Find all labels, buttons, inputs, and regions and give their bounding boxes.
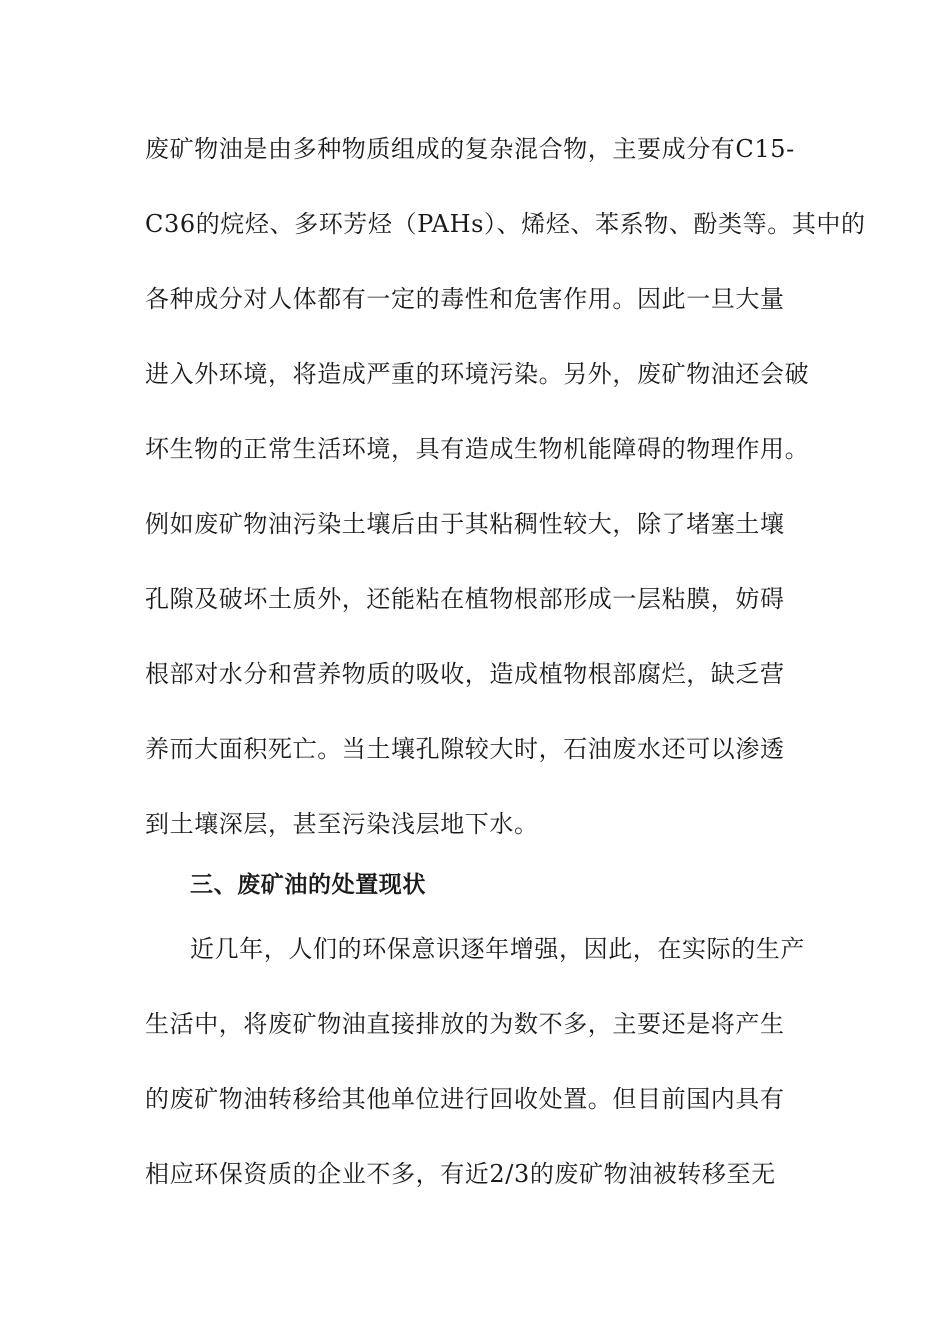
paragraph-line: 各种成分对人体都有一定的毒性和危害作用。因此一旦大量 [145,285,785,313]
paragraph-line: 养而大面积死亡。当土壤孔隙较大时，石油废水还可以渗透 [145,735,785,763]
paragraph-line: 的废矿物油转移给其他单位进行回收处置。但目前国内具有 [145,1085,785,1113]
paragraph-line: 根部对水分和营养物质的吸收，造成植物根部腐烂，缺乏营 [145,660,785,688]
paragraph-line: 近几年，人们的环保意识逐年增强，因此，在实际的生产 [190,935,805,963]
paragraph-line: 坏生物的正常生活环境，具有造成生物机能障碍的物理作用。 [145,435,810,463]
paragraph-line: 孔隙及破坏土质外，还能粘在植物根部形成一层粘膜，妨碍 [145,585,785,613]
paragraph-line: 废矿物油是由多种物质组成的复杂混合物，主要成分有C15- [145,135,795,163]
paragraph-line: 进入外环境，将造成严重的环境污染。另外，废矿物油还会破 [145,360,810,388]
paragraph-line: 生活中，将废矿物油直接排放的为数不多，主要还是将产生 [145,1010,785,1038]
paragraph-line: C36的烷烃、多环芳烃（PAHs）、烯烃、苯系物、酚类等。其中的 [145,210,866,238]
paragraph-line: 相应环保资质的企业不多，有近2/3的废矿物油被转移至无 [145,1160,776,1188]
paragraph-line: 例如废矿物油污染土壤后由于其粘稠性较大，除了堵塞土壤 [145,510,785,538]
section-heading: 三、废矿油的处置现状 [190,872,426,898]
paragraph-line: 到土壤深层，甚至污染浅层地下水。 [145,810,539,838]
